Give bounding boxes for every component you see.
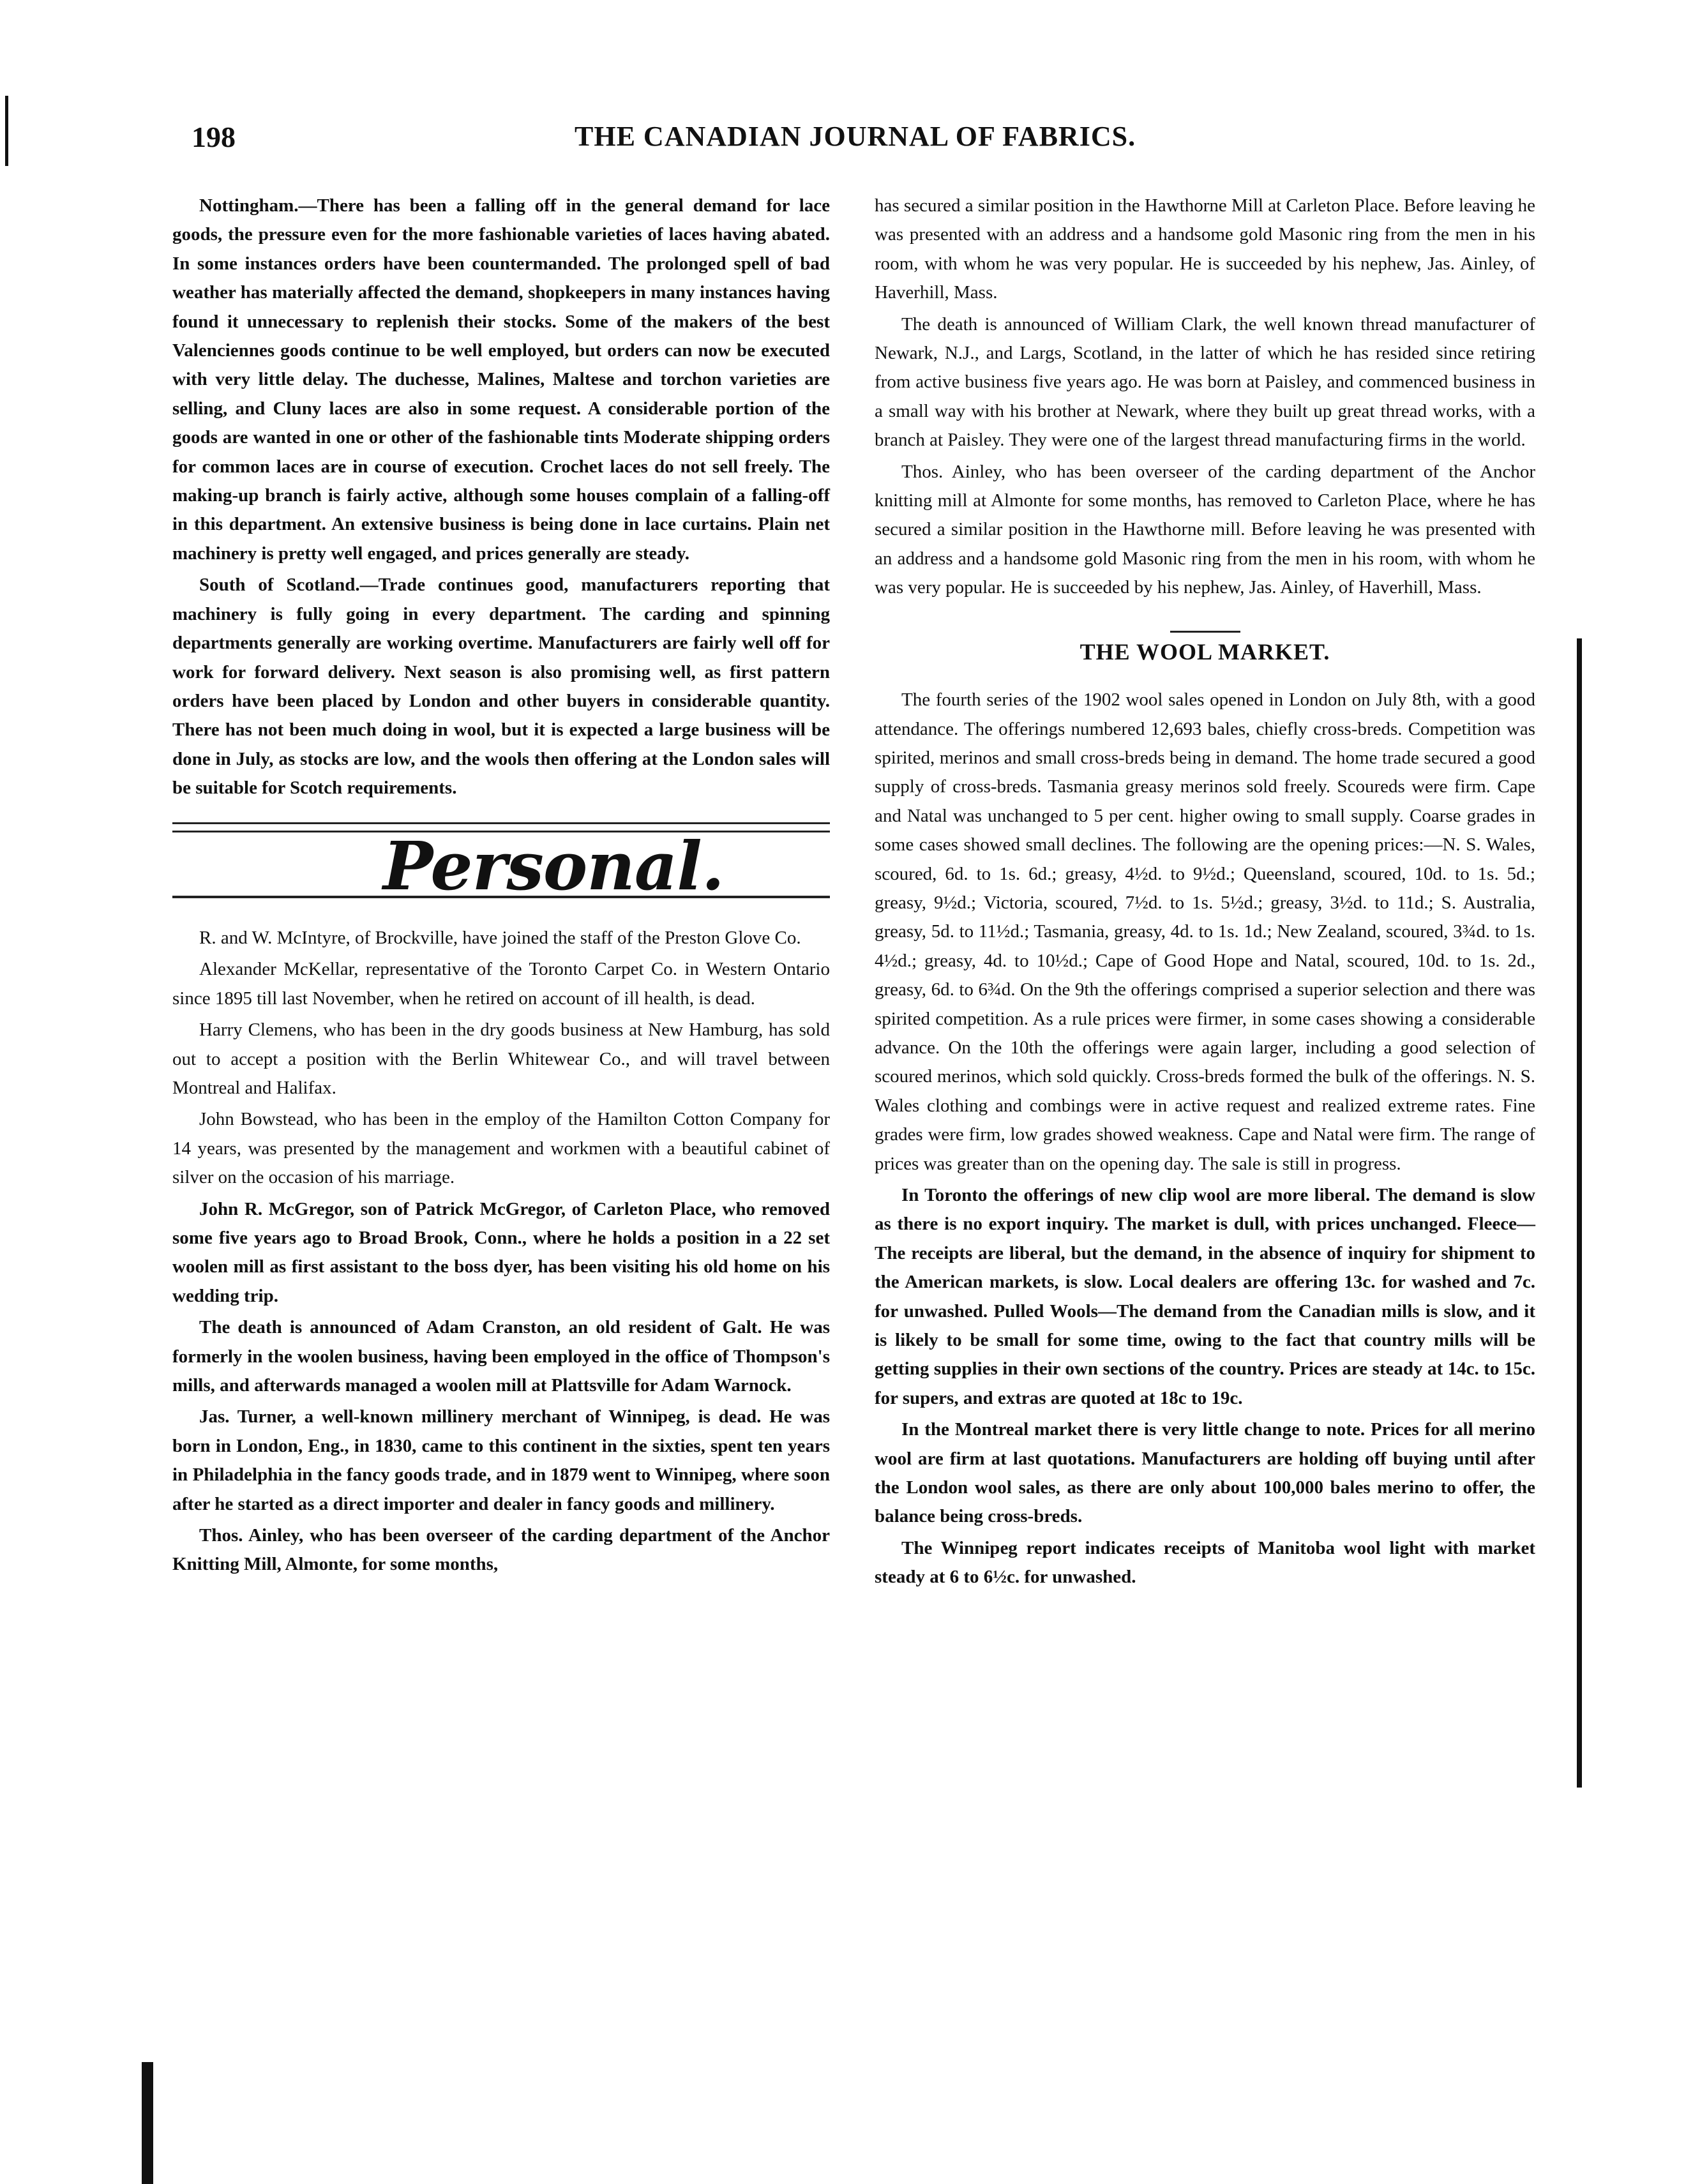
journal-title: THE CANADIAN JOURNAL OF FABRICS. (575, 121, 1136, 152)
nottingham-paragraph: Nottingham.—There has been a falling off in the general demand for lace goods, the pressure even for the more fashionable varieties of laces having abated. In some instances orders have been countermanded. The prolonged spell of bad weather has materially affected the demand, shopkeepers in many instances having found it unnecessary to replenish their stocks. Some of the makers of the best Valenciennes goods continue to be well employed, but orders can now be executed with very little delay. The duchesse, Malines, Maltese and torchon varieties are selling, and Cluny laces are also in some request. A considerable portion of the goods are wanted in one or other of the fashionable tints Moderate shipping orders for common laces are in course of execution. Crochet laces do not sell freely. The making-up branch is fairly active, although some houses complain of a falling-off in this department. An extensive business is being done in lace curtains. Plain net machinery is pretty well engaged, and prices generally are steady. (172, 195, 830, 564)
wool-toronto-paragraph: In Toronto the offerings of new clip wool are more liberal. The demand is slow as there is no export inquiry. The market is dull, with prices unchanged. Fleece—The receipts are liberal, but the demand, in the absence of inquiry for shipment to the American markets, is slow. Local dealers are offering 13c. for washed and 7c. for unwashed. Pulled Wools—The demand from the Canadian mills is slow, and it is likely to be small for some time, owing to the fact that country mills will be getting supplies in their own sections of the country. Prices are steady at 14c. to 15c. for supers, and extras are quoted at 18c to 19c. (875, 1185, 1535, 1408)
scan-edge-mark-left-bottom (142, 2062, 153, 2184)
page-number: 198 (192, 121, 236, 153)
left-column (172, 192, 830, 1579)
wool-market-heading: THE WOOL MARKET. (1080, 638, 1330, 665)
personal-item: R. and W. McIntyre, of Brockville, have joined the staff of the Preston Glove Co. (199, 927, 801, 948)
wool-winnipeg-paragraph: The Winnipeg report indicates receipts of Manitoba wool light with market steady at 6 to 6½c. for unwashed. (875, 1537, 1535, 1588)
right-column (875, 192, 1535, 1592)
personal-item: John Bowstead, who has been in the employ of the Hamilton Cotton Company for 14 years, was presented by the management and workmen with a beautiful cabinet of silver on the occasion of his marriage. (172, 1109, 830, 1188)
continuation-paragraph: has secured a similar position in the Hawthorne Mill at Carleton Place. Before leaving he was presented with an address and a handsome gold Masonic ring from the men in his room, with whom he was very popular. He is succeeded by his nephew, Jas. Ainley, of Haverhill, Mass. (875, 195, 1535, 303)
clark-paragraph: The death is announced of William Clark, the well known thread manufacturer of Newark, N.J., and Largs, Scotland, in the latter of which he has resided since retiring from active business five years ago. He was born at Paisley, and commenced business in a small way with his brother at Newark, where they built up great thread works, with a branch at Paisley. They were one of the largest thread manufacturing firms in the world. (875, 313, 1535, 451)
personal-item: The death is announced of Adam Cranston, an old resident of Galt. He was formerly in the woolen business, having been employed in the office of Thompson's mills, and afterwards managed a woolen mill at Plattsville for Adam Warnock. (172, 1317, 830, 1396)
personal-item: Alexander McKellar, representative of the Toronto Carpet Co. in Western Ontario since 1895 till last November, when he retired on account of ill health, is dead. (172, 959, 830, 1009)
scan-edge-mark-right (1577, 638, 1582, 1788)
wool-montreal-paragraph: In the Montreal market there is very little change to note. Prices for all merino wool are firm at last quotations. Manufacturers are holding off buying until after the London wool sales, as there are only about 100,000 bales merino to offer, the balance being cross-breds. (875, 1419, 1535, 1527)
scan-edge-mark-left-top (5, 96, 8, 166)
south-of-scotland-paragraph: South of Scotland.—Trade continues good, manufacturers reporting that machinery is fully going in every department. The carding and spinning departments generally are working overtime. Manufacturers are fairly well off for work for forward delivery. Next season is also promising well, as first pattern orders have been placed by London and other buyers in considerable quantity. There has not been much doing in wool, but it is expected a large business will be done in July, as stocks are low, and the wools then offering at the London sales will be suitable for Scotch requirements. (172, 575, 830, 799)
wool-london-paragraph: The fourth series of the 1902 wool sales opened in London on July 8th, with a good attendance. The offerings numbered 12,693 bales, chiefly cross-breds. Competition was spirited, merinos and small cross-breds being in demand. The home trade secured a good supply of cross-breds. Tasmania greasy merinos sold freely. Scoureds were firm. Cape and Natal was unchanged to 5 per cent. higher owing to small supply. Coarse grades in some cases showed small declines. The following are the opening prices:—N. S. Wales, scoured, 6d. to 1s. 6d.; greasy, 4½d. to 9½d.; Queensland, scoured, 10d. to 1s. 5d.; greasy, 9½d.; Victoria, scoured, 7½d. to 1s. 5½d.; greasy, 3½d. to 11d.; S. Australia, greasy, 5d. to 11½d.; Tasmania, greasy, 4d. to 1s. 1d.; New Zealand, scoured, 3¾d. to 1s. 4½d.; greasy, 4d. to 10½d.; Cape of Good Hope and Natal, scoured, 10d. to 1s. 2d., greasy, 6d. to 6¾d. On the 9th the offerings comprised a superior selection and there was spirited competition. As a rule prices were firmer, in some cases showing a considerable advance. On the 10th the offerings were again larger, including a good selection of scoured merinos, which sold quickly. Cross-breds formed the bulk of the offerings. N. S. Wales clothing and combings were in active request and realized extreme rates. Fine grades were firm, low grades showed weakness. Cape and Natal were firm. The range of prices was greater than on the opening day. The sale is still in progress. (875, 689, 1535, 1174)
wool-divider (1170, 631, 1240, 633)
personal-item: Thos. Ainley, who has been overseer of the carding department of the Anchor Knitting Mill, Almonte, for some months, (172, 1525, 830, 1575)
personal-item: Jas. Turner, a well-known millinery merchant of Winnipeg, is dead. He was born in London, Eng., in 1830, came to this continent in the sixties, spent ten years in Philadelphia in the fancy goods trade, and in 1879 went to Winnipeg, where soon after he started as a direct importer and dealer in fancy goods and millinery. (172, 1406, 830, 1514)
personal-heading: Personal. (383, 826, 725, 905)
ainley-paragraph: Thos. Ainley, who has been overseer of the carding department of the Anchor knitting mill at Almonte for some months, has removed to Carleton Place, where he has secured a similar position in the Hawthorne mill. Before leaving he was presented with an address and a handsome gold Masonic ring from the men in his room, with whom he was very popular. He is succeeded by his nephew, Jas. Ainley, of Haverhill, Mass. (875, 461, 1535, 598)
page-header (192, 120, 1468, 165)
personal-item: Harry Clemens, who has been in the dry goods business at New Hamburg, has sold out to accept a position with the Berlin Whitewear Co., and will travel between Montreal and Halifax. (172, 1020, 830, 1098)
personal-item: John R. McGregor, son of Patrick McGregor, of Carleton Place, who removed some five years ago to Broad Brook, Conn., where he holds a position in a 22 set woolen mill as first assistant to the boss dyer, has been visiting his old home on his wedding trip. (172, 1198, 830, 1306)
